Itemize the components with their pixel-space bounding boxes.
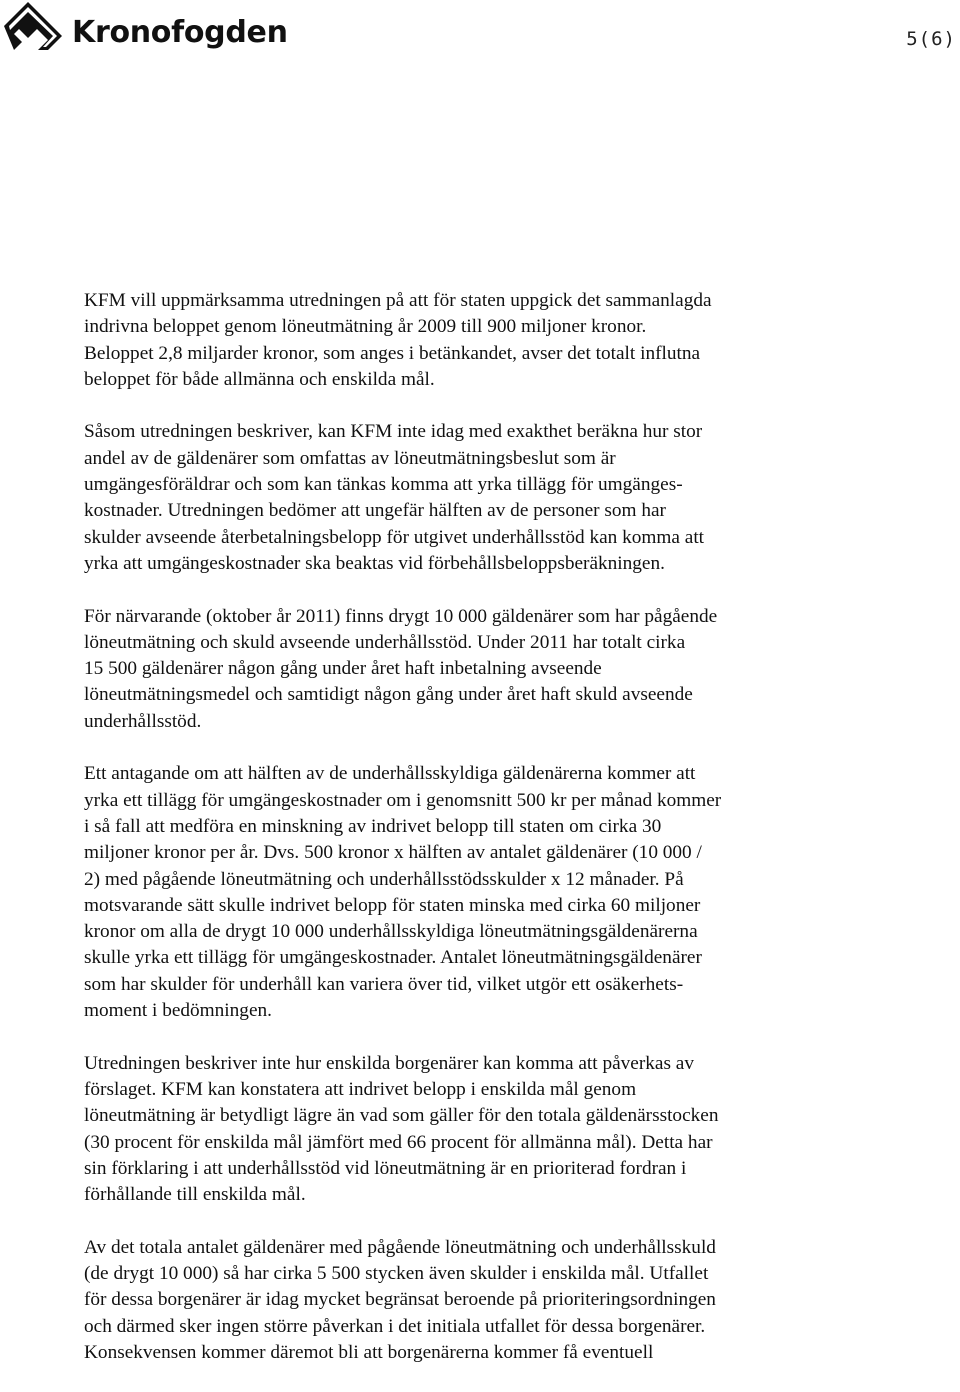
- paragraph: [84, 288, 852, 393]
- text-line: yrka ett tillägg för umgängeskostnader om i genomsnitt 500 kr per månad kommer: [84, 789, 722, 811]
- text-line: (30 procent för enskilda mål jämfört med 66 procent för allmänna mål). Detta har: [84, 1131, 713, 1153]
- text-line: och därmed sker ingen större påverkan i det initiala utfallet för dessa borgenärer.: [84, 1315, 706, 1337]
- text-line: (de drygt 10 000) så har cirka 5 500 stycken även skulder i enskilda mål. Utfallet: [84, 1262, 709, 1284]
- text-line: moment i bedömningen.: [84, 1000, 272, 1022]
- text-line: löneutmätning och skuld avseende underhållsstöd. Under 2011 har totalt cirka: [84, 631, 686, 653]
- paragraph: [84, 419, 852, 577]
- paragraph: [84, 761, 852, 1024]
- text-line: kronor om alla de drygt 10 000 underhållsskyldiga löneutmätningsgäldenärerna: [84, 921, 698, 943]
- text-line: umgängesföräldrar och som kan tänkas komma att yrka tillägg för umgänges-: [84, 474, 683, 496]
- text-line: KFM vill uppmärksamma utredningen på att för staten uppgick det sammanlagda: [84, 290, 712, 311]
- text-line: Av det totala antalet gäldenärer med pågående löneutmätning och underhållsskuld: [84, 1236, 716, 1258]
- text-line: beloppet för både allmänna och enskilda mål.: [84, 368, 435, 390]
- text-line: Konsekvensen kommer däremot bli att borgenärerna kommer få eventuell: [84, 1341, 654, 1363]
- text-line: för dessa borgenärer är idag mycket begränsat beroende på prioriteringsordningen: [84, 1289, 716, 1311]
- page-header: [0, 0, 960, 80]
- text-line: 2) med pågående löneutmätning och underhållsstödsskulder x 12 månader. På: [84, 868, 684, 890]
- text-line: förslaget. KFM kan konstatera att indrivet belopp i enskilda mål genom: [84, 1078, 637, 1100]
- text-line: Ett antagande om att hälften av de underhållsskyldiga gäldenärerna kommer att: [84, 763, 696, 785]
- text-line: Utredningen beskriver inte hur enskilda borgenärer kan komma att påverkas av: [84, 1052, 695, 1074]
- text-line: kostnader. Utredningen bedömer att ungefär hälften av de personer som har: [84, 500, 666, 522]
- text-line: andel av de gäldenärer som omfattas av löneutmätningsbeslut som är: [84, 447, 616, 469]
- text-line: Beloppet 2,8 miljarder kronor, som anges i betänkandet, avser det totalt influtna: [84, 342, 701, 364]
- logo-wordmark: Kronofogden: [72, 15, 288, 50]
- text-line: löneutmätningsmedel och samtidigt någon gång under året haft skuld avseende: [84, 684, 693, 706]
- text-line: underhållsstöd.: [84, 710, 202, 732]
- text-line: yrka att umgängeskostnader ska beaktas vid förbehållsbeloppsberäkningen.: [84, 552, 665, 574]
- text-line: förhållande till enskilda mål.: [84, 1184, 306, 1206]
- text-line: sin förklaring i att underhållsstöd vid löneutmätning är en prioriterad fordran i: [84, 1157, 687, 1179]
- text-line: indrivna beloppet genom löneutmätning år 2009 till 900 miljoner kronor.: [84, 316, 647, 338]
- text-line: skulder avseende återbetalningsbelopp för utgivet underhållsstöd kan komma att: [84, 526, 705, 548]
- text-line: motsvarande sätt skulle indrivet belopp för staten minska med cirka 60 miljoner: [84, 894, 701, 916]
- text-line: som har skulder för underhåll kan variera över tid, vilket utgör ett osäkerhets-: [84, 973, 684, 995]
- text-line: För närvarande (oktober år 2011) finns drygt 10 000 gäldenärer som har pågående: [84, 605, 718, 627]
- paragraph: [84, 1235, 852, 1366]
- text-line: miljoner kronor per år. Dvs. 500 kronor x hälften av antalet gäldenärer (10 000 /: [84, 842, 702, 864]
- paragraph: [84, 1051, 852, 1209]
- text-line: Såsom utredningen beskriver, kan KFM inte idag med exakthet beräkna hur stor: [84, 421, 703, 443]
- text-line: skulle yrka ett tillägg för umgängeskostnader. Antalet löneutmätningsgäldenärer: [84, 947, 702, 969]
- text-line: i så fall att medföra en minskning av indrivet belopp till staten om cirka 30: [84, 815, 662, 837]
- text-line: 15 500 gäldenärer någon gång under året haft inbetalning avseende: [84, 658, 602, 680]
- page-number: 5(6): [906, 28, 956, 50]
- text-line: löneutmätning är betydligt lägre än vad som gäller för den totala gäldenärsstocken: [84, 1105, 719, 1127]
- diamond-logo-icon: [2, 2, 64, 50]
- paragraph: [84, 604, 852, 735]
- document-body: [84, 288, 852, 1392]
